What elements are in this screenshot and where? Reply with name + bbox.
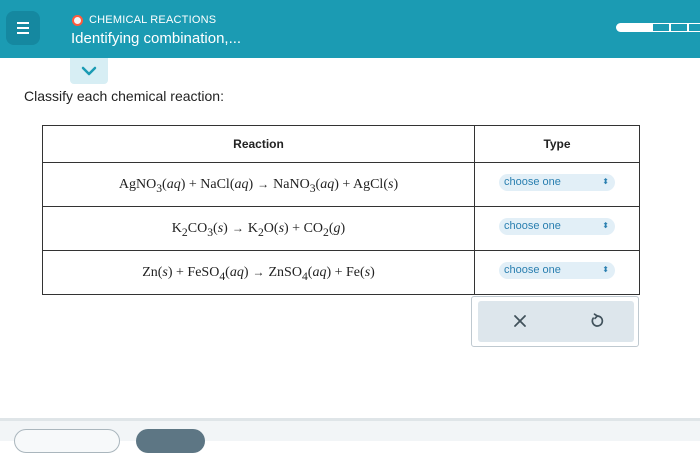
reaction-column-header: Reaction — [43, 126, 475, 163]
progress-segment — [616, 23, 634, 32]
topic-row — [72, 13, 216, 27]
secondary-action-button[interactable] — [14, 429, 120, 453]
menu-button[interactable] — [6, 11, 40, 45]
select-caret-icon: ⬍ — [602, 220, 609, 230]
reaction-equation: AgNO$_3$(aq) + NaCl(aq) → NaNO$_3$(aq) + AgCl(s) — [118, 176, 399, 195]
type-cell — [475, 163, 640, 207]
undo-icon[interactable] — [588, 312, 606, 330]
topic-title: Identifying combination,... — [71, 30, 242, 47]
type-column-header: Type — [475, 126, 640, 163]
topic-label: CHEMICAL REACTIONS — [89, 14, 217, 26]
progress-segment — [670, 23, 688, 32]
type-select[interactable] — [499, 262, 615, 279]
primary-action-button[interactable] — [136, 429, 205, 453]
type-select[interactable] — [499, 174, 615, 191]
reaction-cell — [43, 207, 475, 251]
progress-bar — [616, 23, 700, 32]
menu-icon-line — [17, 22, 29, 24]
select-caret-icon: ⬍ — [602, 264, 609, 274]
type-select[interactable] — [499, 218, 615, 235]
progress-segment — [688, 23, 700, 32]
chevron-down-icon — [81, 65, 97, 77]
select-value: choose one — [504, 219, 561, 232]
reaction-equation: $K_2CO_3(s) \to K_2O(s) + CO_2(g)$ — [171, 220, 346, 239]
progress-segment — [652, 23, 670, 32]
x-icon[interactable] — [511, 312, 529, 330]
table-row — [43, 251, 640, 295]
menu-icon-line — [17, 32, 29, 34]
type-cell — [475, 251, 640, 295]
answer-actions-panel — [471, 296, 639, 347]
top-bar — [0, 0, 700, 58]
topic-status-icon — [72, 15, 83, 26]
reaction-cell — [43, 163, 475, 207]
table-header-row — [43, 126, 640, 163]
expand-toggle[interactable] — [70, 58, 108, 84]
table-row — [43, 207, 640, 251]
reaction-table — [42, 125, 640, 295]
select-value: choose one — [504, 175, 561, 188]
reaction-cell — [43, 251, 475, 295]
menu-icon-line — [17, 27, 29, 29]
table-row — [43, 163, 640, 207]
reaction-equation: Zn(s) + FeSO$_4$(aq) → ZnSO$_4$(aq) + Fe(s) — [142, 264, 375, 283]
select-value: choose one — [504, 263, 561, 276]
select-caret-icon: ⬍ — [602, 176, 609, 186]
progress-segment — [634, 23, 652, 32]
answer-actions-bar — [478, 301, 634, 342]
type-cell — [475, 207, 640, 251]
question-prompt: Classify each chemical reaction: — [24, 88, 224, 104]
